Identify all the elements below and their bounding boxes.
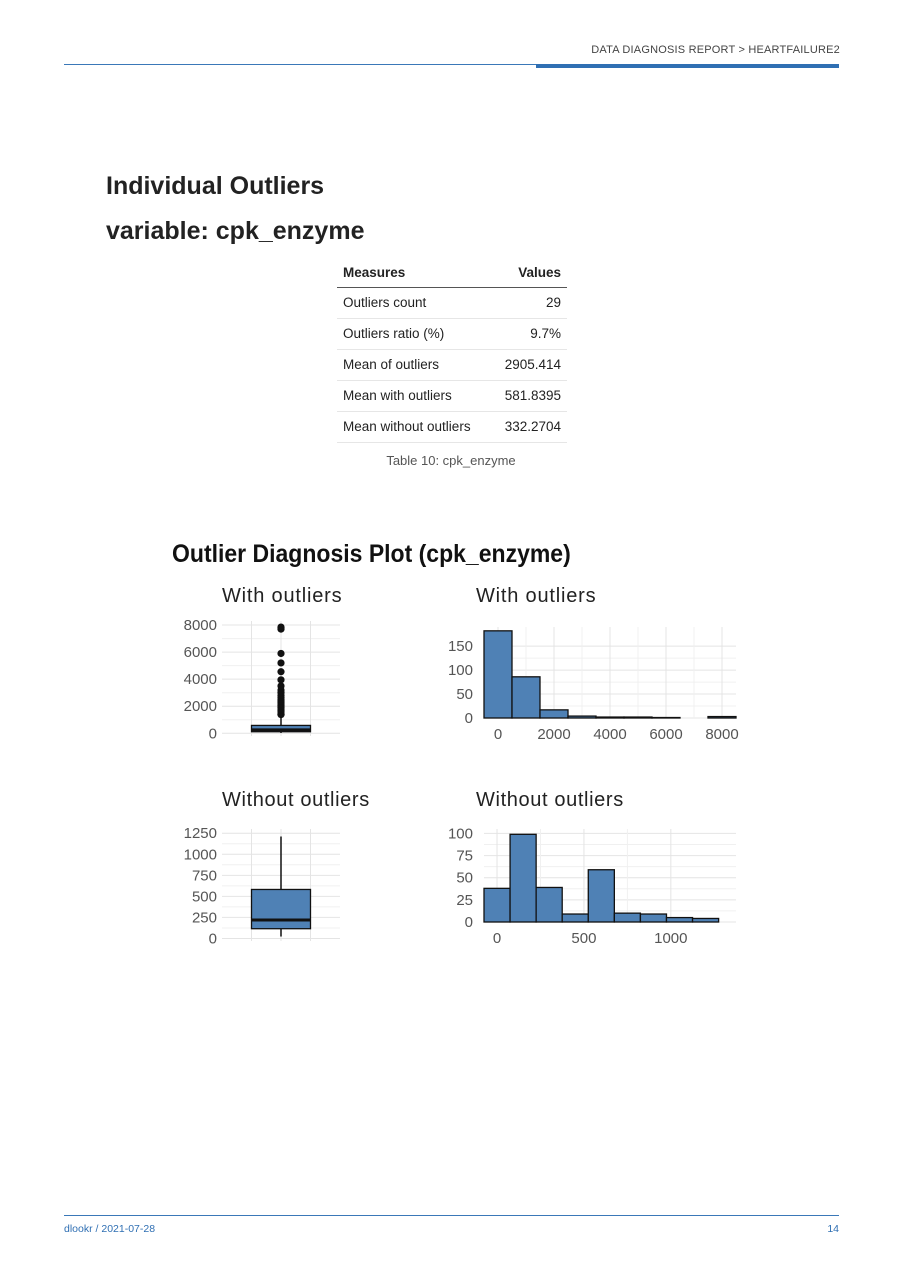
y-tick-label: 0 xyxy=(208,930,217,948)
histogram-bar xyxy=(693,918,719,922)
panel-title: Without outliers xyxy=(476,789,624,811)
x-tick-label: 8000 xyxy=(705,726,739,743)
section-title: Individual Outliers xyxy=(106,172,325,200)
histogram-bar xyxy=(540,710,568,718)
y-tick-label: 0 xyxy=(208,725,217,743)
table-row xyxy=(337,288,567,319)
histogram-bar xyxy=(640,914,666,922)
x-tick-label: 1000 xyxy=(654,930,688,947)
outlier-point xyxy=(277,659,284,666)
table-row xyxy=(337,319,567,350)
histogram-bar xyxy=(614,913,640,922)
measure-name: Outliers count xyxy=(337,288,491,319)
x-tick-label: 6000 xyxy=(649,726,683,743)
histogram-bar xyxy=(562,914,588,922)
x-tick-label: 4000 xyxy=(593,726,627,743)
footer-source: dlookr / 2021-07-28 xyxy=(64,1223,156,1235)
plot-panel xyxy=(448,585,739,743)
y-tick-label: 6000 xyxy=(183,644,217,662)
y-tick-label: 2000 xyxy=(183,698,217,716)
measure-value: 29 xyxy=(491,288,567,319)
table-row xyxy=(337,412,567,443)
column-header-measures: Measures xyxy=(337,259,491,288)
y-tick-label: 750 xyxy=(191,867,217,885)
table-row xyxy=(337,350,567,381)
measure-value: 332.2704 xyxy=(491,412,567,443)
measure-name: Outliers ratio (%) xyxy=(337,319,491,350)
y-tick-label: 50 xyxy=(456,686,473,704)
y-tick-label: 0 xyxy=(464,914,473,931)
page-number: 14 xyxy=(827,1223,839,1235)
x-tick-label: 0 xyxy=(493,726,503,743)
histogram-bar xyxy=(588,870,614,922)
y-tick-label: 0 xyxy=(464,710,473,727)
histogram-bar xyxy=(512,677,540,718)
histogram-bar xyxy=(510,834,536,922)
outlier-point xyxy=(277,676,284,683)
table-header-row xyxy=(337,259,567,288)
measure-name: Mean of outliers xyxy=(337,350,491,381)
histogram-bar xyxy=(666,918,692,922)
x-tick-label: 500 xyxy=(571,930,597,947)
y-tick-label: 1250 xyxy=(183,825,217,843)
y-tick-label: 8000 xyxy=(183,617,217,635)
panel-title: With outliers xyxy=(476,585,596,607)
y-tick-label: 1000 xyxy=(183,846,217,864)
table-caption: Table 10: cpk_enzyme xyxy=(386,453,516,468)
measure-value: 9.7% xyxy=(491,319,567,350)
box-iqr xyxy=(252,889,311,928)
y-tick-label: 100 xyxy=(447,662,473,680)
y-tick-label: 50 xyxy=(456,869,473,887)
y-tick-label: 250 xyxy=(191,909,217,927)
panel-title: Without outliers xyxy=(222,789,370,811)
measure-value: 581.8395 xyxy=(491,381,567,412)
y-tick-label: 150 xyxy=(447,638,473,656)
measure-name: Mean with outliers xyxy=(337,381,491,412)
histogram-bar xyxy=(596,717,624,718)
header-accent-bar xyxy=(536,64,839,68)
y-tick-label: 500 xyxy=(191,888,217,906)
histogram-bar xyxy=(484,888,510,922)
figure-title: Outlier Diagnosis Plot (cpk_enzyme) xyxy=(172,540,571,568)
measure-value: 2905.414 xyxy=(491,350,567,381)
histogram-bar xyxy=(568,716,596,718)
outlier-point xyxy=(277,668,284,675)
measure-name: Mean without outliers xyxy=(337,412,491,443)
footer-rule xyxy=(64,1215,839,1216)
y-tick-label: 75 xyxy=(456,847,473,865)
histogram-bar xyxy=(536,887,562,922)
outlier-point xyxy=(277,623,284,630)
panel-title: With outliers xyxy=(222,585,342,607)
y-tick-label: 4000 xyxy=(183,671,217,689)
y-tick-label: 100 xyxy=(447,825,473,843)
outlier-measures-table xyxy=(337,259,567,443)
histogram-bar xyxy=(624,717,652,718)
outlier-diagnosis-plots xyxy=(0,570,902,960)
variable-subtitle: variable: cpk_enzyme xyxy=(106,217,365,245)
column-header-values: Values xyxy=(491,259,567,288)
x-tick-label: 0 xyxy=(492,930,502,947)
plot-panel xyxy=(184,585,342,742)
plot-panel xyxy=(448,789,736,947)
histogram-bar xyxy=(484,631,512,718)
y-tick-label: 25 xyxy=(456,891,473,909)
x-tick-label: 2000 xyxy=(537,726,571,743)
header-breadcrumb: DATA DIAGNOSIS REPORT > HEARTFAILURE2 xyxy=(591,44,840,56)
table-row xyxy=(337,381,567,412)
plot-panel xyxy=(184,789,370,947)
outlier-point xyxy=(277,650,284,657)
histogram-bar xyxy=(708,717,736,718)
